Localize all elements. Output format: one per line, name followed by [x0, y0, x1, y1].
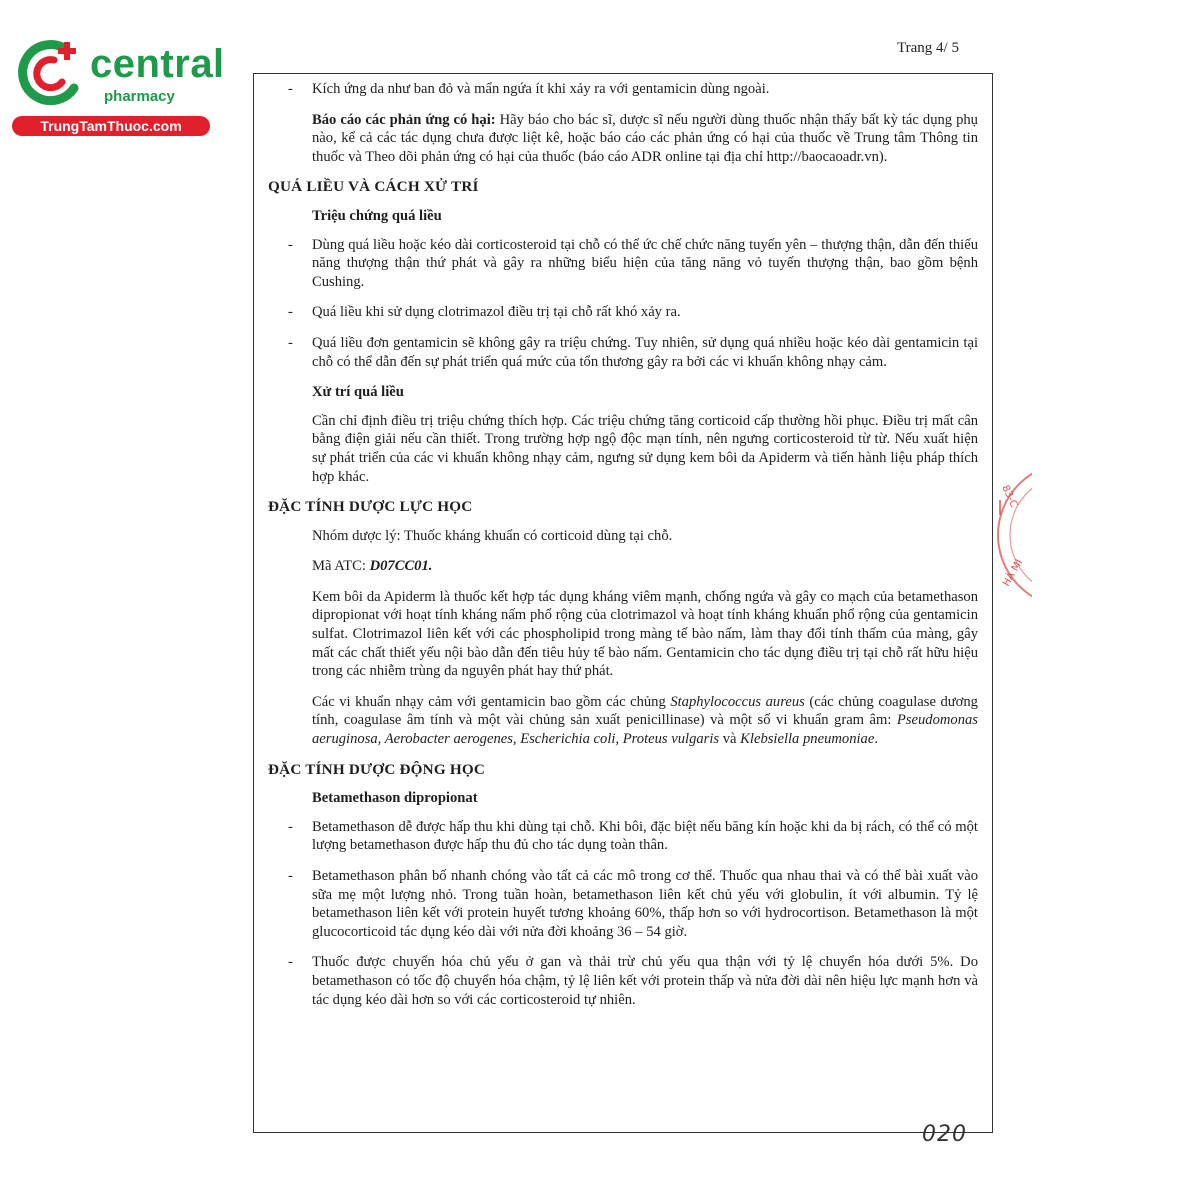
brand-url-link[interactable]: TrungTamThuoc.com	[12, 116, 210, 136]
brand-subtitle: pharmacy	[104, 88, 175, 105]
list-item: - Betamethason phân bố nhanh chóng vào tất cả các mô trong cơ thể. Thuốc qua nhau thai và có thể bài xuất vào sữa mẹ một lượng nhỏ. Trong tuần hoàn, betamethason liên kết chủ yếu với globulin, ít với albumin. Tỷ lệ betamethason liên kết với protein huyết tương khoảng 60%, thấp hơn so với hydrocortison. Betamethason là một glucocorticoid tác dụng kéo dài với nửa đời khoảng 36 – 54 giờ.	[288, 868, 978, 940]
list-item: - Thuốc được chuyển hóa chủ yếu ở gan và thải trừ chủ yếu qua thận với tỷ lệ chuyển hóa dưới 5%. Do betamethason có tốc độ chuyển hóa chậm, tỷ lệ liên kết với protein thấp và nửa đời dài nên hiệu lực mạnh hơn và tác dụng kéo dài hơn so với các corticosteroid tự nhiên.	[288, 954, 978, 1008]
central-logo-icon	[12, 36, 92, 116]
list-item: - Quá liều đơn gentamicin sẽ không gây ra triệu chứng. Tuy nhiên, sử dụng quá nhiều hoặc kéo dài gentamicin tại chỗ có thể dẫn đến sự phát triển quá mức của tổn thương gây ra bởi các vi khuẩn không nhạy cảm.	[288, 334, 978, 370]
atc-code-line: Mã ATC: D07CC01.	[312, 558, 433, 575]
brand-name: central	[90, 42, 225, 86]
pharmacodynamics-paragraph: Kem bôi da Apiderm là thuốc kết hợp tác dụng kháng viêm mạnh, chống ngứa và gây co mạch của betamethason dipropionat với hoạt tính kháng nấm phổ rộng của clotrimazol và hoạt tính kháng khuẩn phổ rộng của gentamicin sulfat. Clotrimazol liên kết với các phospholipid trong màng tế bào nấm, làm thay đổi tính thấm của màng, gây mất các chất thiết yếu nội bào dẫn đến tiêu hủy tế bào nấm. Gentamicin cho tác dụng điều trị tại chỗ rất hữu hiệu trong các nhiễm trùng da nguyên phát hay thứ phát.	[312, 588, 978, 680]
list-item: - Kích ứng da như ban đỏ và mẩn ngứa ít khi xảy ra với gentamicin dùng ngoài.	[288, 81, 770, 97]
section-heading-pharmacodynamics: ĐẶC TÍNH DƯỢC LỰC HỌC	[268, 498, 473, 516]
handwritten-number: 020	[922, 1122, 967, 1147]
adr-report-paragraph: Báo cáo các phản ứng có hại: Hãy báo cho bác sĩ, dược sĩ nếu người dùng thuốc nhận thấy bất kỳ tác dụng phụ nào, kể cả các tác dụng chưa được liệt kê, hoặc báo cáo các phản ứng có hại của thuốc về Trung tâm Thông tin thuốc và Theo dõi phản ứng có hại của thuốc (báo cáo ADR online tại địa chỉ http://baocaoadr.vn).	[312, 111, 978, 165]
section-heading-overdose: QUÁ LIỀU VÀ CÁCH XỬ TRÍ	[268, 178, 479, 196]
brand-logo	[12, 36, 225, 136]
svg-text:HÀ MI: HÀ MI	[1001, 557, 1026, 589]
bacteria-paragraph: Các vi khuẩn nhạy cảm với gentamicin bao gồm các chủng Staphylococcus aureus (các chủng coagulase dương tính, coagulase âm tính và một vài chủng sản xuất penicillinase) và một số vi khuẩn gram âm: Pseudomonas aeruginosa, Aerobacter aerogenes, Escherichia coli, Proteus vulgaris và Klebsiella pneumoniae.	[312, 693, 978, 748]
red-stamp	[992, 455, 1032, 615]
treatment-paragraph: Cần chỉ định điều trị triệu chứng thích hợp. Các triệu chứng tăng corticoid cấp thường hồi phục. Điều trị mất cân bằng điện giải nếu cần thiết. Trong trường hợp ngộ độc mạn tính, nên ngưng corticosteroid từ từ. Nếu xuất hiện sự phát triển của các vi khuẩn không nhạy cảm, ngưng sử dụng kem bôi da Apiderm và tiến hành liệu pháp thích hợp khác.	[312, 412, 978, 485]
list-item: - Betamethason dễ được hấp thu khi dùng tại chỗ. Khi bôi, đặc biệt nếu băng kín hoặc khi da bị rách, có thể có một lượng betamethason được hấp thu đủ cho tác dụng toàn thân.	[288, 818, 978, 854]
page-number: Trang 4/ 5	[897, 40, 959, 56]
subheading-treatment: Xử trí quá liều	[312, 384, 404, 401]
list-item: - Quá liều khi sử dụng clotrimazol điều trị tại chỗ rất khó xảy ra.	[288, 304, 681, 321]
subheading-symptoms: Triệu chứng quá liều	[312, 207, 442, 224]
svg-text:83-C: 83-C	[999, 483, 1020, 510]
document-body	[268, 80, 978, 1021]
pharmacological-group: Nhóm dược lý: Thuốc kháng khuẩn có corticoid dùng tại chỗ.	[312, 527, 673, 544]
subheading-betamethasone: Betamethason dipropionat	[312, 790, 478, 807]
list-item: - Dùng quá liều hoặc kéo dài corticosteroid tại chỗ có thể ức chế chức năng tuyến yên – thượng thận, dẫn đến thiểu năng thượng thận thứ phát và gây ra những biểu hiện của tăng năng vỏ tuyến thượng thận, bao gồm bệnh Cushing.	[288, 236, 978, 290]
section-heading-pharmacokinetics: ĐẶC TÍNH DƯỢC ĐỘNG HỌC	[268, 760, 486, 778]
